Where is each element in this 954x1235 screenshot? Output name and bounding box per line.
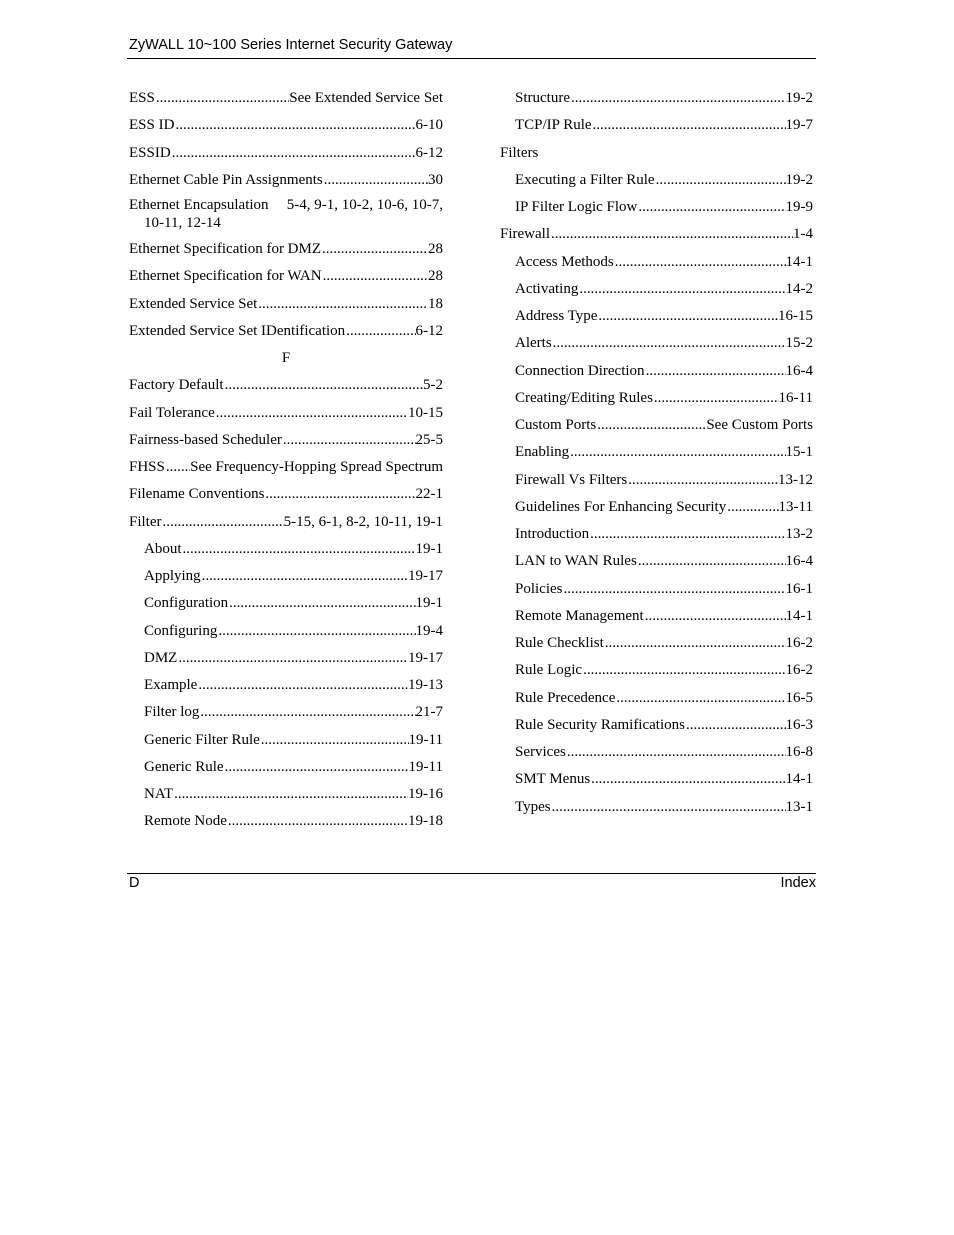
- header-rule: [127, 58, 816, 59]
- dot-leader: [199, 702, 415, 722]
- index-pages: See Extended Service Set: [289, 90, 443, 106]
- index-pages: See Custom Ports: [706, 417, 813, 433]
- index-term: Executing a Filter Rule: [515, 171, 655, 188]
- dot-leader: [637, 551, 786, 571]
- index-subentry: [500, 769, 813, 796]
- index-pages: 14-1: [785, 607, 813, 624]
- index-pages: 25-5: [415, 431, 443, 448]
- index-pages: 16-15: [778, 308, 813, 324]
- footer-rule: [127, 873, 816, 874]
- index-term: Filter log: [144, 704, 200, 721]
- dot-leader: [323, 170, 428, 190]
- index-pages: See Frequency-Hopping Spread Spectrum: [190, 459, 443, 475]
- index-pages: 19-7: [785, 117, 813, 134]
- index-pages: 16-3: [785, 716, 813, 733]
- index-subentry: [500, 442, 813, 469]
- index-subentry: [129, 757, 443, 784]
- dot-leader: [182, 539, 416, 559]
- index-entry: [500, 224, 813, 251]
- index-pages: 5-2: [423, 377, 443, 394]
- index-pages: 16-11: [778, 389, 813, 406]
- index-term: Guidelines For Enhancing Security: [515, 498, 727, 515]
- index-term: Filter: [129, 513, 162, 530]
- index-pages: 14-1: [785, 771, 813, 788]
- index-entry: [129, 170, 443, 197]
- index-term: Address Type: [515, 308, 598, 324]
- dot-leader: [282, 430, 416, 450]
- index-subentry: [500, 361, 813, 388]
- index-pages: 19-11: [408, 758, 443, 775]
- index-term: Rule Checklist: [515, 635, 604, 651]
- index-pages: 13-12: [778, 471, 813, 488]
- index-pages: 19-16: [408, 786, 443, 802]
- index-pages: 28: [428, 241, 443, 257]
- index-subentry: [500, 415, 813, 442]
- index-pages: 28: [428, 268, 443, 285]
- dot-leader: [224, 375, 423, 395]
- index-term: Creating/Editing Rules: [515, 389, 653, 406]
- index-entry: [129, 484, 443, 511]
- index-term: Firewall Vs Filters: [515, 471, 628, 488]
- index-subentry: [500, 388, 813, 415]
- dot-leader: [582, 660, 785, 680]
- index-term: IP Filter Logic Flow: [515, 199, 638, 215]
- index-subentry: [500, 88, 813, 115]
- index-term: About: [144, 540, 182, 557]
- index-subentry: [500, 633, 813, 660]
- index-pages: 19-9: [785, 199, 813, 215]
- index-pages: 6-10: [415, 117, 443, 134]
- index-pages: 19-2: [785, 171, 813, 188]
- index-term: Custom Ports: [515, 417, 597, 433]
- index-term: Factory Default: [129, 377, 224, 394]
- index-entry: [129, 197, 443, 239]
- index-subentry: [129, 621, 443, 648]
- index-term: Connection Direction: [515, 362, 645, 379]
- index-subentry: [129, 702, 443, 729]
- dot-leader: [644, 606, 786, 626]
- index-term: Generic Rule: [144, 758, 224, 775]
- index-pages: 5-4, 9-1, 10-2, 10-6, 10-7,: [286, 197, 443, 213]
- index-term: Introduction: [515, 526, 590, 542]
- index-term: Firewall: [500, 226, 550, 243]
- dot-leader: [227, 811, 408, 831]
- index-term: Enabling: [515, 444, 570, 461]
- dot-leader: [551, 797, 786, 817]
- index-subentry: [500, 470, 813, 497]
- index-subentry: [500, 497, 813, 524]
- index-entry: [129, 115, 443, 142]
- index-entry: [129, 88, 443, 115]
- index-subentry: [129, 593, 443, 620]
- dot-leader: [685, 715, 786, 735]
- index-pages: 13-2: [785, 526, 813, 542]
- index-term: Remote Management: [515, 607, 644, 624]
- index-pages: 22-1: [415, 486, 443, 503]
- index-pages: 16-5: [785, 689, 813, 706]
- index-pages: 21-7: [415, 704, 443, 721]
- dot-leader: [197, 675, 408, 695]
- index-term: LAN to WAN Rules: [515, 553, 637, 570]
- index-entry: [129, 430, 443, 457]
- index-pages: 16-2: [785, 635, 813, 651]
- index-term: Configuration: [144, 595, 229, 612]
- index-term: NAT: [144, 786, 174, 802]
- dot-leader: [162, 512, 284, 532]
- dot-leader: [614, 252, 786, 272]
- dot-leader: [345, 321, 415, 341]
- index-subentry: [500, 170, 813, 197]
- index-pages: 30: [428, 171, 443, 188]
- index-subentry: [500, 660, 813, 687]
- index-term: TCP/IP Rule: [515, 117, 592, 134]
- index-heading-filters: Filters: [500, 144, 539, 161]
- index-entry: [129, 457, 443, 484]
- index-pages: 15-1: [785, 444, 813, 461]
- index-entry: [129, 375, 443, 402]
- index-pages: 18: [428, 295, 443, 312]
- index-subentry: [500, 252, 813, 279]
- dot-leader: [726, 497, 778, 517]
- index-term: ESS: [129, 90, 155, 106]
- index-pages: 16-4: [785, 553, 813, 570]
- dot-leader: [597, 306, 778, 326]
- index-pages: 5-15, 6-1, 8-2, 10-11, 19-1: [283, 513, 443, 530]
- index-subentry: [129, 648, 443, 675]
- dot-leader: [637, 197, 785, 217]
- index-pages: 19-11: [408, 731, 443, 748]
- index-term: Structure: [515, 90, 570, 106]
- index-pages: 16-2: [785, 662, 813, 679]
- dot-leader: [155, 88, 289, 108]
- index-term: ESS ID: [129, 117, 175, 134]
- index-term: Access Methods: [515, 253, 614, 270]
- dot-leader: [173, 784, 408, 804]
- index-subentry: [500, 115, 813, 142]
- index-term: Extended Service Set IDentification: [129, 322, 346, 339]
- dot-leader: [171, 143, 416, 163]
- index-term: Example: [144, 677, 198, 693]
- dot-leader: [321, 239, 428, 259]
- dot-leader: [217, 621, 415, 641]
- index-pages-continued: 10-11, 12-14: [144, 214, 221, 231]
- index-term: Types: [515, 798, 551, 815]
- dot-leader: [570, 88, 786, 108]
- dot-leader: [596, 415, 706, 435]
- dot-leader: [174, 115, 415, 135]
- index-pages: 19-1: [415, 595, 443, 612]
- index-subentry: [500, 715, 813, 742]
- dot-leader: [566, 742, 786, 762]
- index-subentry: [500, 606, 813, 633]
- index-subentry: [500, 579, 813, 606]
- index-subentry: [500, 524, 813, 551]
- dot-leader: [215, 403, 408, 423]
- index-term: Alerts: [515, 335, 552, 352]
- index-pages: 6-12: [415, 322, 443, 339]
- index-pages: 10-15: [408, 404, 443, 421]
- index-term: Generic Filter Rule: [144, 731, 260, 748]
- index-pages: 16-1: [785, 580, 813, 597]
- index-term: Extended Service Set: [129, 295, 258, 312]
- index-term: Filename Conventions: [129, 486, 265, 503]
- dot-leader: [627, 470, 778, 490]
- index-pages: 19-13: [408, 677, 443, 693]
- dot-leader: [201, 566, 408, 586]
- index-pages: 16-4: [785, 362, 813, 379]
- index-subentry: [129, 566, 443, 593]
- index-term: Rule Security Ramifications: [515, 716, 685, 733]
- index-subentry: [500, 197, 813, 224]
- dot-leader: [264, 484, 415, 504]
- index-term: Fail Tolerance: [129, 404, 215, 421]
- dot-leader: [322, 266, 428, 286]
- index-entry: [129, 239, 443, 266]
- index-term: Rule Precedence: [515, 689, 616, 706]
- dot-leader: [589, 524, 785, 544]
- dot-leader: [177, 648, 408, 668]
- index-term: Ethernet Encapsulation: [129, 197, 269, 213]
- index-subentry: [129, 730, 443, 757]
- index-term: DMZ: [144, 649, 178, 666]
- index-subentry: [500, 333, 813, 360]
- index-entry: [129, 266, 443, 293]
- index-subentry: [129, 811, 443, 838]
- index-subentry: [500, 797, 813, 824]
- index-pages: 19-4: [415, 622, 443, 639]
- index-term: Rule Logic: [515, 662, 583, 679]
- index-pages: 15-2: [785, 335, 813, 352]
- dot-leader: [655, 170, 786, 190]
- dot-leader: [260, 730, 409, 750]
- dot-leader: [257, 294, 428, 314]
- index-term: Ethernet Specification for WAN: [129, 268, 322, 285]
- index-term: Policies: [515, 580, 563, 597]
- footer-section: Index: [780, 875, 816, 891]
- index-entry: [129, 321, 443, 348]
- index-pages: 14-2: [785, 280, 813, 297]
- dot-leader: [569, 442, 785, 462]
- index-subentry: [500, 688, 813, 715]
- index-term: Remote Node: [144, 813, 227, 830]
- dot-leader: [228, 593, 415, 613]
- running-header: ZyWALL 10~100 Series Internet Security Gateway: [129, 37, 453, 53]
- index-pages: 19-17: [408, 568, 443, 584]
- index-pages: 1-4: [793, 226, 813, 243]
- dot-leader: [550, 224, 793, 244]
- index-pages: 16-8: [785, 744, 813, 760]
- dot-leader: [645, 361, 786, 381]
- index-subentry: [129, 675, 443, 702]
- index-pages: 13-1: [785, 798, 813, 815]
- footer-page-letter: D: [129, 875, 140, 891]
- index-subentry: [500, 742, 813, 769]
- dot-leader: [590, 769, 785, 789]
- dot-leader: [653, 388, 779, 408]
- index-pages: 14-1: [785, 253, 813, 270]
- index-term: Ethernet Cable Pin Assignments: [129, 171, 323, 188]
- index-term: FHSS: [129, 459, 165, 475]
- index-subentry: [129, 784, 443, 811]
- index-term: Ethernet Specification for DMZ: [129, 241, 322, 257]
- index-column-right: [500, 88, 813, 824]
- index-entry: [129, 143, 443, 170]
- index-subentry: [500, 279, 813, 306]
- index-subentry: [500, 306, 813, 333]
- index-pages: 19-17: [408, 649, 443, 666]
- index-term: Configuring: [144, 622, 218, 639]
- dot-leader: [615, 688, 785, 708]
- dot-leader: [578, 279, 785, 299]
- index-term: Activating: [515, 280, 579, 297]
- index-entry: [129, 403, 443, 430]
- index-pages: 19-2: [785, 90, 813, 106]
- index-term: SMT Menus: [515, 771, 591, 788]
- dot-leader: [165, 457, 190, 477]
- dot-leader: [563, 579, 786, 599]
- index-subentry: [500, 551, 813, 578]
- index-entry: [129, 294, 443, 321]
- index-pages: 6-12: [415, 144, 443, 161]
- index-pages: 13-11: [778, 498, 813, 515]
- index-term: ESSID: [129, 144, 171, 161]
- index-term: Fairness-based Scheduler: [129, 431, 282, 448]
- section-letter: F: [281, 350, 291, 366]
- dot-leader: [592, 115, 786, 135]
- index-column-left: [129, 88, 443, 839]
- dot-leader: [224, 757, 409, 777]
- index-term: Services: [515, 744, 566, 760]
- index-pages: 19-18: [408, 813, 443, 830]
- index-pages: 19-1: [415, 540, 443, 557]
- index-term: Applying: [144, 568, 201, 584]
- dot-leader: [604, 633, 786, 653]
- dot-leader: [552, 333, 786, 353]
- index-subentry: [129, 539, 443, 566]
- index-entry: [129, 512, 443, 539]
